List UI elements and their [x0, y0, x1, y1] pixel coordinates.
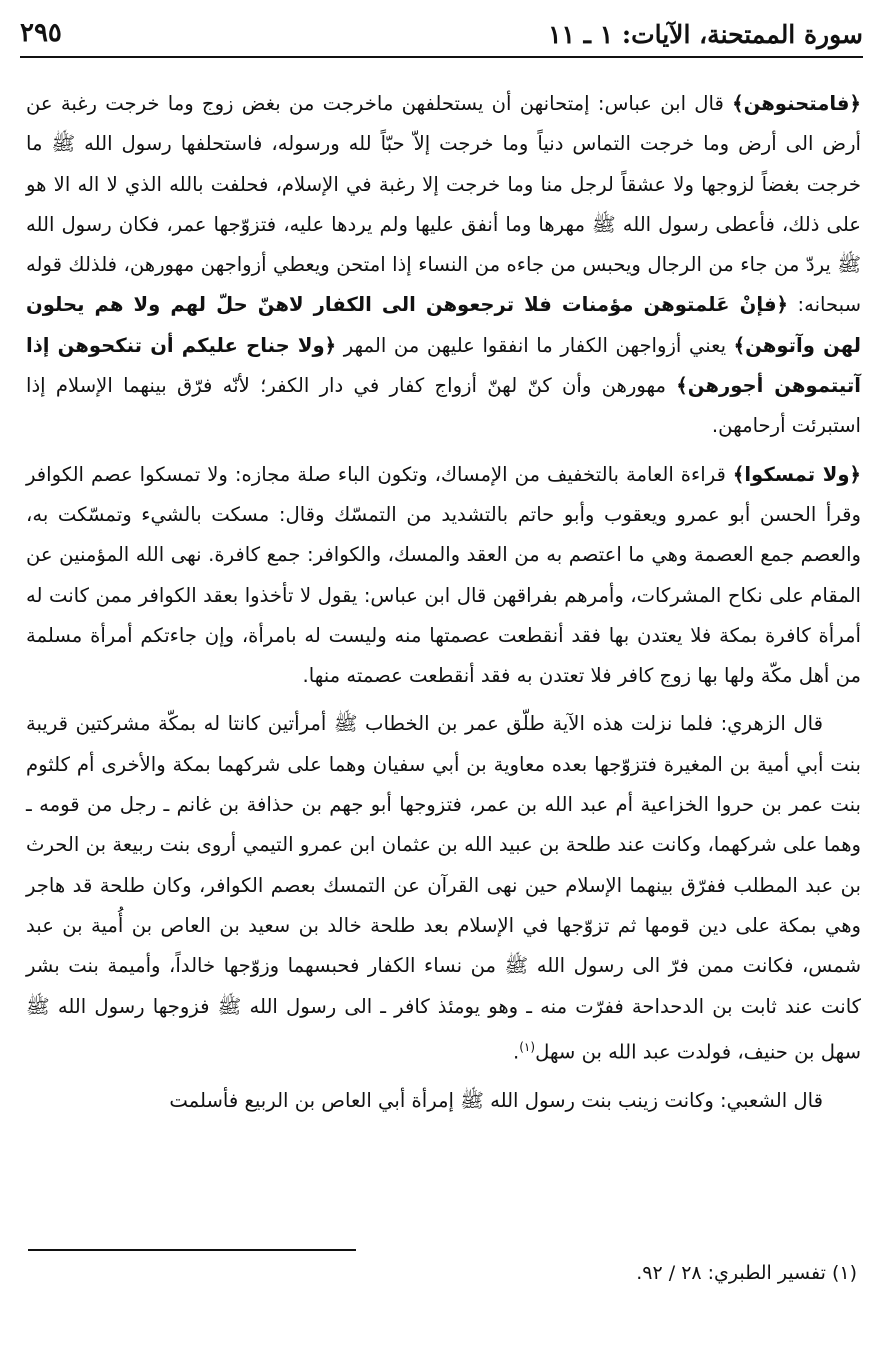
footnote: (١) تفسير الطبري: ٢٨ / ٩٢.	[636, 1262, 857, 1284]
quran-quote: ﴿فامتحنوهن﴾	[732, 92, 861, 115]
text-run: قال الزهري: فلما نزلت هذه الآية طلّق عمر بن الخطاب ﷺ أمرأتين كانتا له بمكّة مشركتين قريبة بنت أبي أمية بن المغيرة فتزوّجها بعده معاوية بن أبي سفيان وهما على شركهما بمكة والأخرى أم كلثوم بنت عمر بن حروا الخزاعية أم عبد الله بن عمر، فتزوجها أبو جهم بن حذافة بن غانم ـ رجل من قومه ـ وهما على شركهما، وكانت عند طلحة بن عبيد الله بن عثمان ابن عمرو التيمي أروى بنت ربيعة بن الحرث بن عبد المطلب ففرّق بينهما الإسلام حين نهى القرآن عن التمسك بعصم الكوافر، وكان طلحة قد هاجر وهي بمكة على دين قومها ثم تزوّجها في الإسلام بعد طلحة خالد بن سعيد بن العاص بن أُمية بن عبد شمس، فكانت ممن فرّ الى رسول الله ﷺ من نساء الكفار فحبسهما وزوّجها خالداً، وأميمة بنت بشر كانت عند ثابت بن الدحداحة ففرّت منه ـ وهو يومئذ كافر ـ الى رسول الله ﷺ فزوجها رسول الله ﷺ سهل بن حنيف، فولدت عبد الله بن سهل	[26, 712, 861, 1064]
text-run: قال الشعبي: وكانت زينب بنت رسول الله ﷺ إمرأة أبي العاص بن الربيع فأسلمت	[169, 1088, 823, 1112]
header-title: سورة الممتحنة، الآيات: ١ ـ ١١	[548, 20, 863, 49]
footnote-divider	[28, 1249, 356, 1251]
text-run: قال ابن عباس: إمتحانهن أن يستحلفهن ماخرجت من بغض زوج وما خرجت رغبة عن أرض الى أرض وما خرجت التماس دنياً وما خرجت إلاّ حبّاً لله ورسوله، فاستحلفها رسول الله ﷺ ما خرجت بغضاً لزوجها ولا عشقاً لرجل منا وما خرجت إلا رغبة في الإسلام، فحلفت بالله الذي لا اله الا هو على ذلك، فأعطى رسول الله ﷺ مهرها وما أنفق عليها ولم يردها عليه، فتزوّجها عمر، فكان رسول الله ﷺ يردّ من جاء من الرجال ويحبس من جاءه من النساء إذا امتحن ويعطي أزواجهن مهورهن، فلذلك قوله سبحانه:	[26, 92, 861, 317]
paragraph	[26, 84, 861, 447]
text-run: مهورهن وأن كنّ لهنّ أزواج كفار في دار الكفر؛ لأنّه فرّق بينهما الإسلام إذا استبرئت أرحامهن.	[26, 374, 861, 438]
text-run: يعني أزواجهن الكفار ما انفقوا عليهن من المهر	[336, 333, 734, 357]
paragraph	[26, 455, 861, 697]
page-number: ٢٩٥	[20, 18, 62, 48]
text-run: .	[513, 1040, 520, 1064]
paragraph	[26, 1081, 861, 1121]
quran-quote: ﴿ولا تمسكوا﴾	[732, 462, 861, 486]
paragraph	[26, 704, 861, 1072]
running-header	[20, 14, 863, 58]
footnote-ref: (١)	[519, 1039, 536, 1054]
quran-quote: ﴿ولا جناح عليكم أن تنكحوهن إذا آتيتموهن أجورهن﴾	[26, 333, 862, 398]
text-run: قراءة العامة بالتخفيف من الإمساك، وتكون الباء صلة مجازه: ولا تمسكوا عصم الكوافر وقرأ الحسن أبو عمرو ويعقوب وأبو حاتم بالتشديد من التمسّك وقال: مسكت بالشيء وتمسّكت به، والعصم جمع العصمة وهي ما اعتصم به من العقد والمسك، والكوافر: جمع كافرة. نهى الله المؤمنين عن المقام على نكاح المشركات، وأمرهم بفراقهن قال ابن عباس: يقول لا تأخذوا بعقد الكوافر ممن كانت له أمرأة كافرة بمكة فلا يعتدن بها فقد أنقطعت عصمتها منه وليست له بامرأة، وإن جاءتكم أمرأة مسلمة من أهل مكّة ولها بها زوج كافر فلا تعتدن به فقد أنقطعت عصمته منها.	[26, 462, 861, 688]
main-text	[26, 84, 861, 1129]
quran-quote: ﴿فإنْ عَلمتوهن مؤمنات فلا ترجعوهن الى الكفار لاهنّ حلّ لهم ولا هم يحلون لهن وآتوهن﴾	[26, 293, 861, 357]
